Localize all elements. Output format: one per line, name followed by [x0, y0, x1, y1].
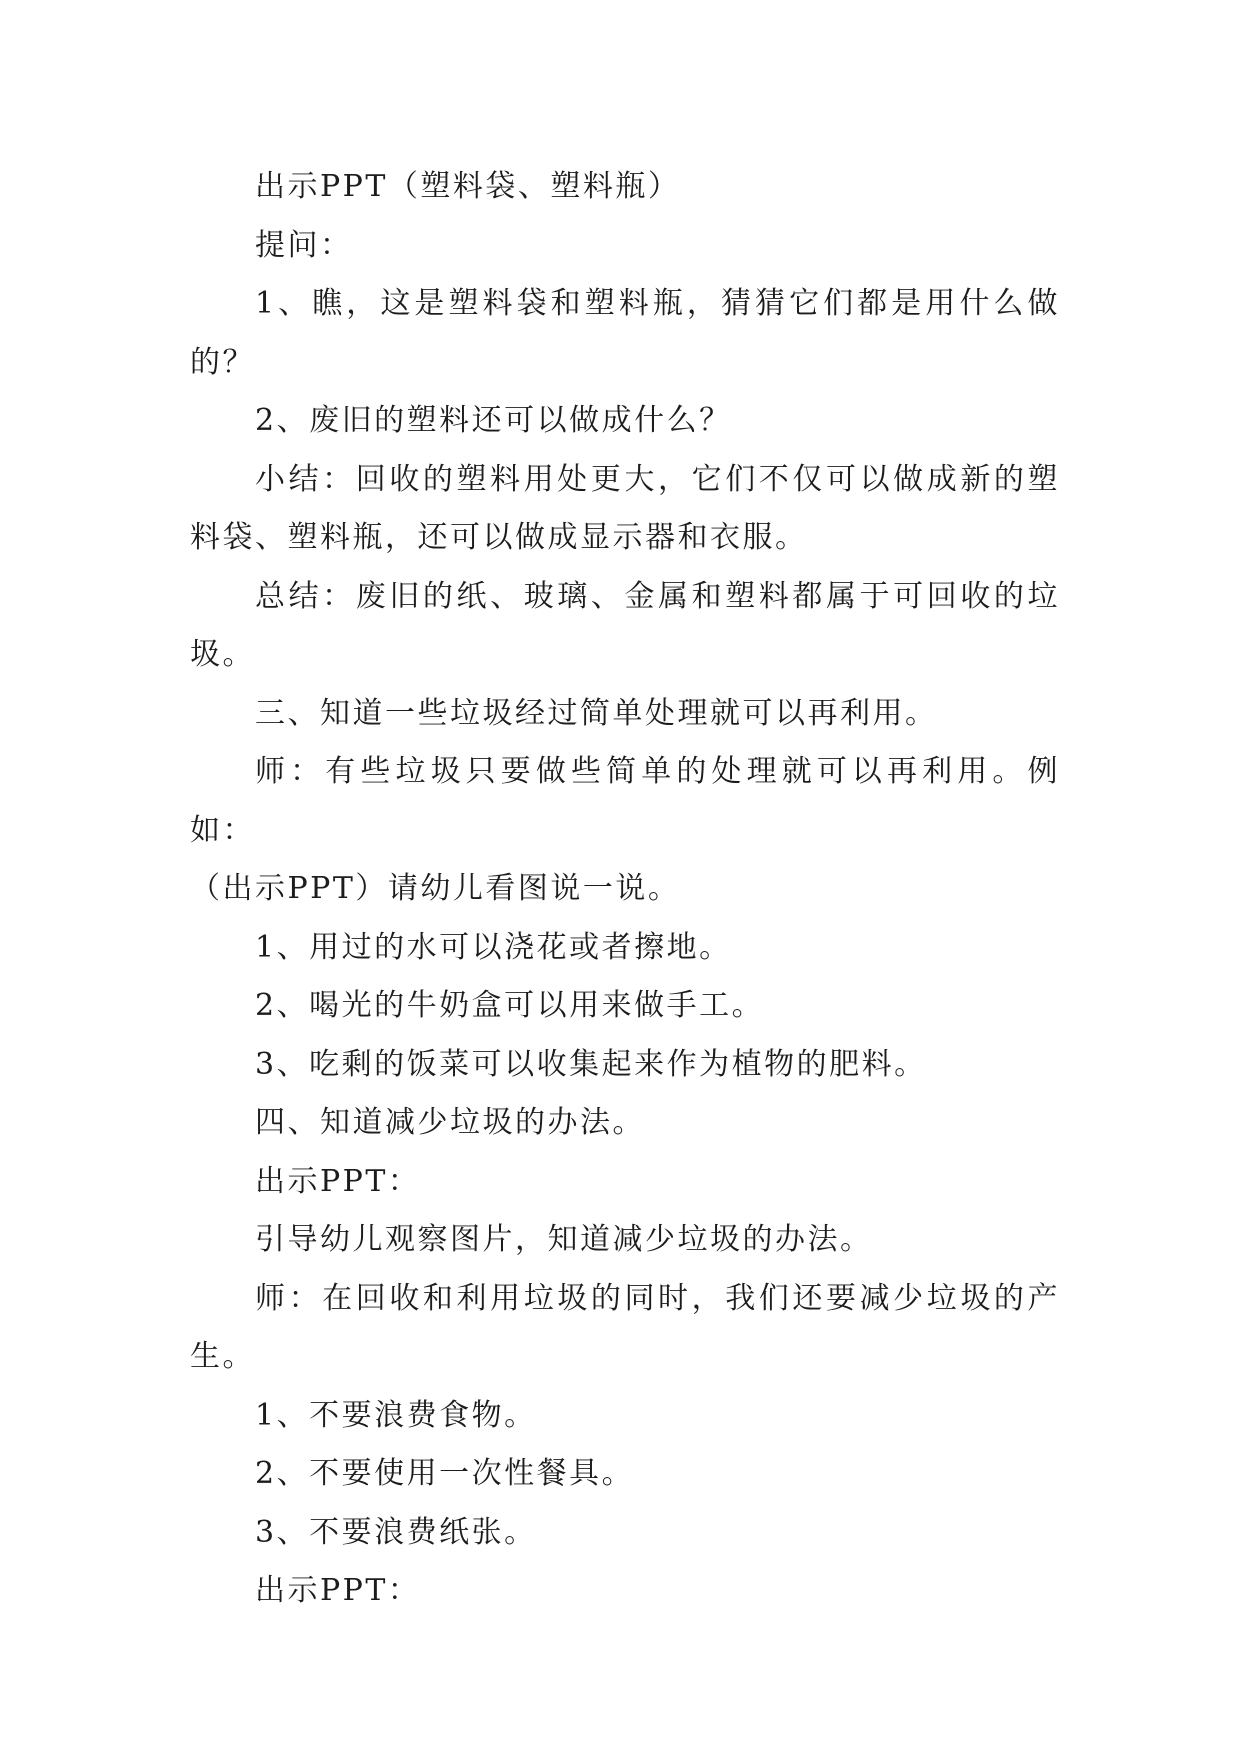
list-item: 1、用过的水可以浇花或者擦地。	[255, 929, 732, 965]
section-heading: 三、知道一些垃圾经过简单处理就可以再利用。	[255, 695, 938, 731]
paragraph: 师：有些垃圾只要做些简单的处理就可以再利用。例如：	[190, 754, 1060, 848]
paragraph: 出示PPT：	[255, 1573, 421, 1608]
paragraph: 出示PPT：	[255, 1163, 421, 1199]
list-item: 3、吃剩的饭菜可以收集起来作为植物的肥料。	[255, 1046, 927, 1082]
paragraph: 1、瞧，这是塑料袋和塑料瓶，猜猜它们都是用什么做的？	[190, 286, 1060, 380]
paragraph: 引导幼儿观察图片，知道减少垃圾的办法。	[255, 1222, 873, 1257]
list-item: 2、喝光的牛奶盒可以用来做手工。	[255, 988, 765, 1023]
list-item: 2、不要使用一次性餐具。	[255, 1456, 635, 1491]
section-heading: 四、知道减少垃圾的办法。	[255, 1105, 645, 1140]
document-body	[190, 158, 1060, 1621]
paragraph: 师：在回收和利用垃圾的同时，我们还要减少垃圾的产生。	[190, 1280, 1060, 1374]
paragraph: （出示PPT）请幼儿看图说一说。	[190, 871, 681, 906]
paragraph: 小结：回收的塑料用处更大，它们不仅可以做成新的塑料袋、塑料瓶，还可以做成显示器和衣服。	[190, 461, 1060, 555]
paragraph: 提问：	[255, 227, 353, 263]
list-item: 3、不要浪费纸张。	[255, 1514, 537, 1550]
paragraph: 出示PPT（塑料袋、塑料瓶）	[255, 169, 681, 204]
paragraph: 总结：废旧的纸、玻璃、金属和塑料都属于可回收的垃圾。	[190, 578, 1060, 672]
list-item: 1、不要浪费食物。	[255, 1397, 537, 1433]
paragraph: 2、废旧的塑料还可以做成什么？	[255, 403, 732, 438]
